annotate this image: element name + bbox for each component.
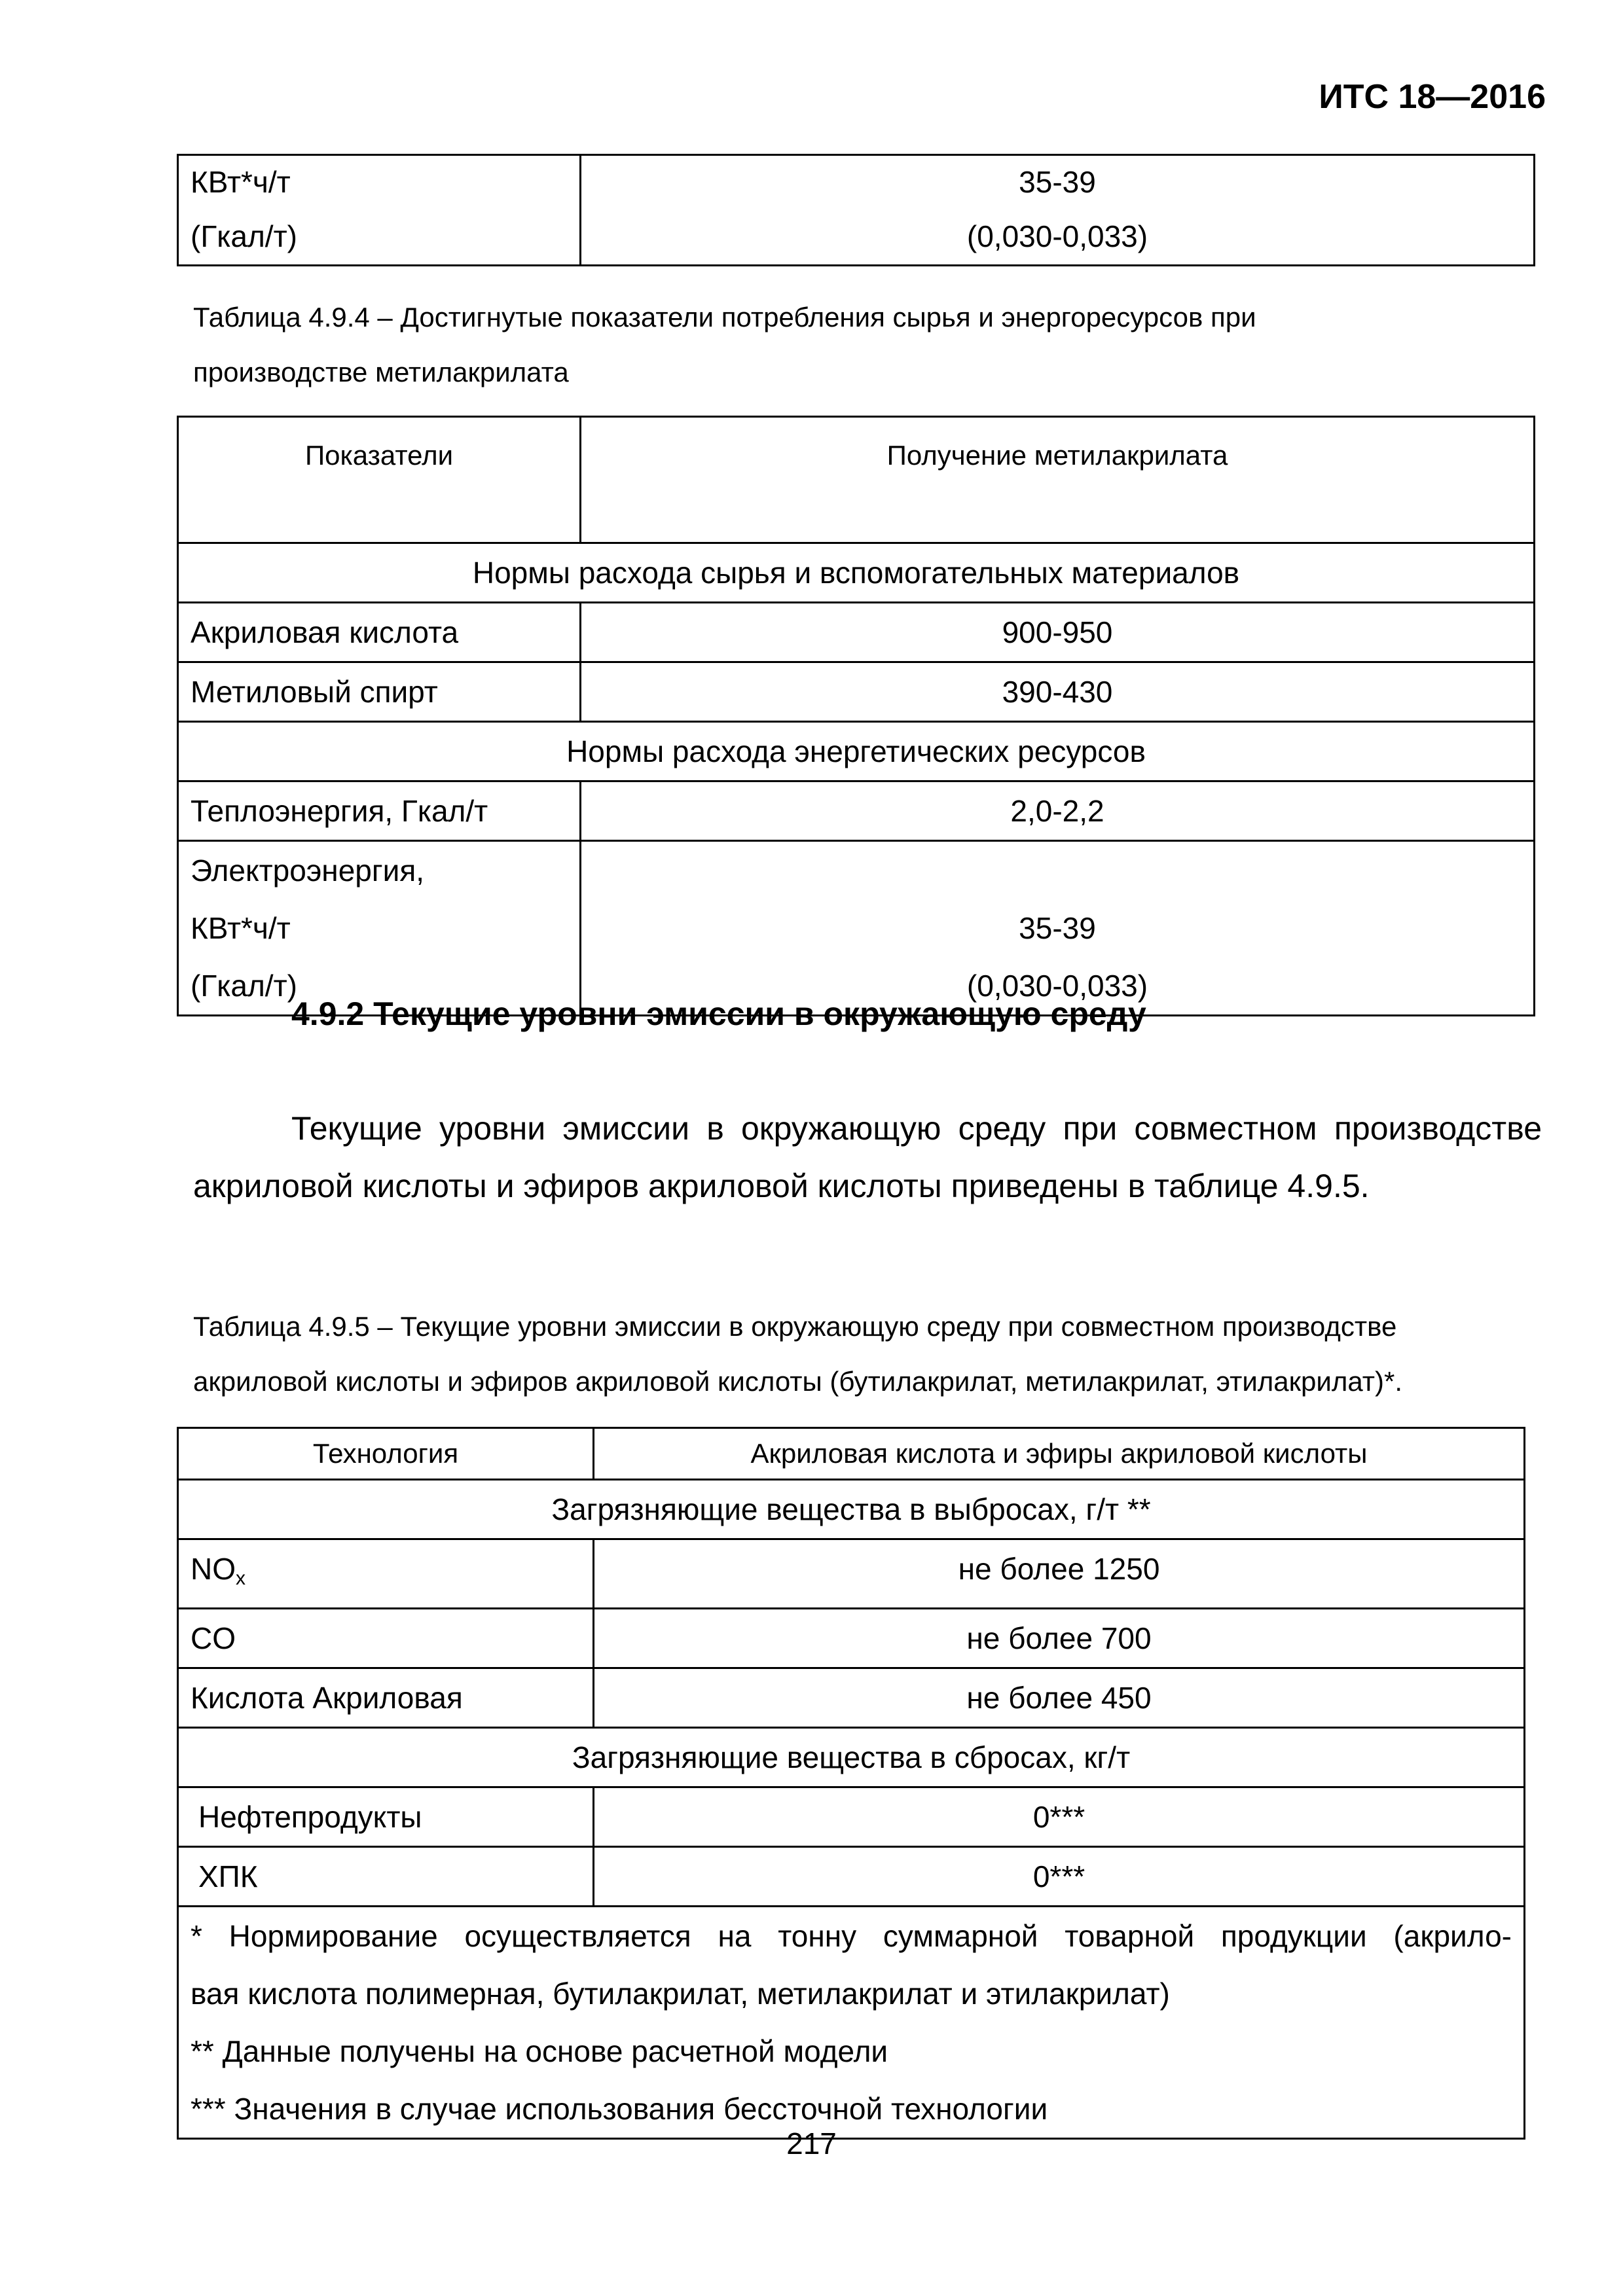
table-section-row (178, 1480, 1525, 1539)
cell-line: (0,030-0,033) (966, 969, 1148, 1003)
table-cell: (0,030-0,033) (581, 208, 1535, 266)
table-header-row (178, 417, 1535, 543)
cell-line-empty (593, 842, 1522, 899)
table-cell: Нефтепродукты (178, 1787, 594, 1847)
note-line: *** Значения в случае использования бессточной технологии (191, 2092, 1048, 2126)
section-label: Загрязняющие вещества в сбросах, кг/т (178, 1728, 1525, 1787)
column-header: Получение метилакрилата (581, 417, 1535, 543)
table-cell (178, 1539, 594, 1609)
table-cell: CO (178, 1609, 594, 1668)
caption-line: Таблица 4.9.4 – Достигнутые показатели потребления сырья и энергоресурсов при (193, 302, 1256, 332)
table-continuation (177, 154, 1535, 266)
column-header: Показатели (178, 417, 581, 543)
table-row (178, 1847, 1525, 1907)
table-cell: Метиловый спирт (178, 662, 581, 722)
cell-line: КВт*ч/т (191, 911, 291, 945)
cell-line: Электроэнергия, (191, 853, 425, 888)
nox-main: NO (191, 1552, 236, 1586)
table-row (178, 662, 1535, 722)
table-header-row (178, 1428, 1525, 1480)
table-cell (178, 841, 581, 1016)
table-cell: не более 700 (594, 1609, 1525, 1668)
section-label: Загрязняющие вещества в выбросах, г/т ** (178, 1480, 1525, 1539)
table-cell: Теплоэнергия, Гкал/т (178, 781, 581, 841)
document-code: ИТС 18—2016 (1319, 78, 1546, 116)
table-caption-495 (193, 1299, 1555, 1409)
nox-subscript: x (236, 1568, 246, 1589)
caption-line: акриловой кислоты и эфиров акриловой кислоты (бутилакрилат, метилакрилат, этилакрилат)*. (193, 1366, 1403, 1397)
table-cell: 390-430 (581, 662, 1535, 722)
note-line: * Нормирование осуществляется на тонну суммарной товарной продукции (акрило- (191, 1919, 1512, 1953)
page-number: 217 (786, 2126, 837, 2161)
table-cell: 35-39 (581, 155, 1535, 209)
table-495 (177, 1427, 1525, 2140)
table-row (178, 603, 1535, 662)
table-row (178, 1609, 1525, 1668)
cell-line: 35-39 (1019, 911, 1096, 945)
table-row (178, 208, 1535, 266)
table-cell: 0*** (594, 1787, 1525, 1847)
table-row (178, 781, 1535, 841)
table-section-row (178, 543, 1535, 603)
table-row (178, 1539, 1525, 1609)
paragraph-line: акриловой кислоты и эфиров акриловой кислоты приведены в таблице 4.9.5. (193, 1168, 1370, 1204)
column-header: Технология (178, 1428, 594, 1480)
table-notes (178, 1907, 1525, 2139)
table-cell: КВт*ч/т (178, 155, 581, 209)
table-row (178, 841, 1535, 1016)
note-line: вая кислота полимерная, бутилакрилат, метилакрилат и этилакрилат) (191, 1977, 1170, 2011)
table-cell: 0*** (594, 1847, 1525, 1907)
table-row (178, 155, 1535, 209)
section-label: Нормы расхода энергетических ресурсов (178, 722, 1535, 781)
table-cell: Кислота Акриловая (178, 1668, 594, 1728)
column-header: Акриловая кислота и эфиры акриловой кислоты (594, 1428, 1525, 1480)
table-section-row (178, 722, 1535, 781)
table-cell: ХПК (178, 1847, 594, 1907)
table-row (178, 1668, 1525, 1728)
table-cell: (Гкал/т) (178, 208, 581, 266)
table-cell: не более 1250 (594, 1539, 1525, 1609)
paragraph-line: Текущие уровни эмиссии в окружающую среду при совместном производстве (291, 1110, 1542, 1147)
cell-line: (Гкал/т) (191, 969, 297, 1003)
table-caption-494 (193, 290, 1496, 400)
body-paragraph (193, 1100, 1542, 1215)
table-cell (581, 841, 1535, 1016)
section-heading: 4.9.2 Текущие уровни эмиссии в окружающую среду (291, 996, 1146, 1032)
section-label: Нормы расхода сырья и вспомогательных материалов (178, 543, 1535, 603)
table-row (178, 1787, 1525, 1847)
note-line: ** Данные получены на основе расчетной модели (191, 2034, 888, 2068)
table-notes-row (178, 1907, 1525, 2139)
table-cell: 2,0-2,2 (581, 781, 1535, 841)
table-cell: 900-950 (581, 603, 1535, 662)
caption-line: Таблица 4.9.5 – Текущие уровни эмиссии в окружающую среду при совместном производстве (193, 1311, 1397, 1342)
table-cell: Акриловая кислота (178, 603, 581, 662)
caption-line: производстве метилакрилата (193, 357, 569, 387)
table-cell: не более 450 (594, 1668, 1525, 1728)
table-494 (177, 416, 1535, 1016)
table-section-row (178, 1728, 1525, 1787)
